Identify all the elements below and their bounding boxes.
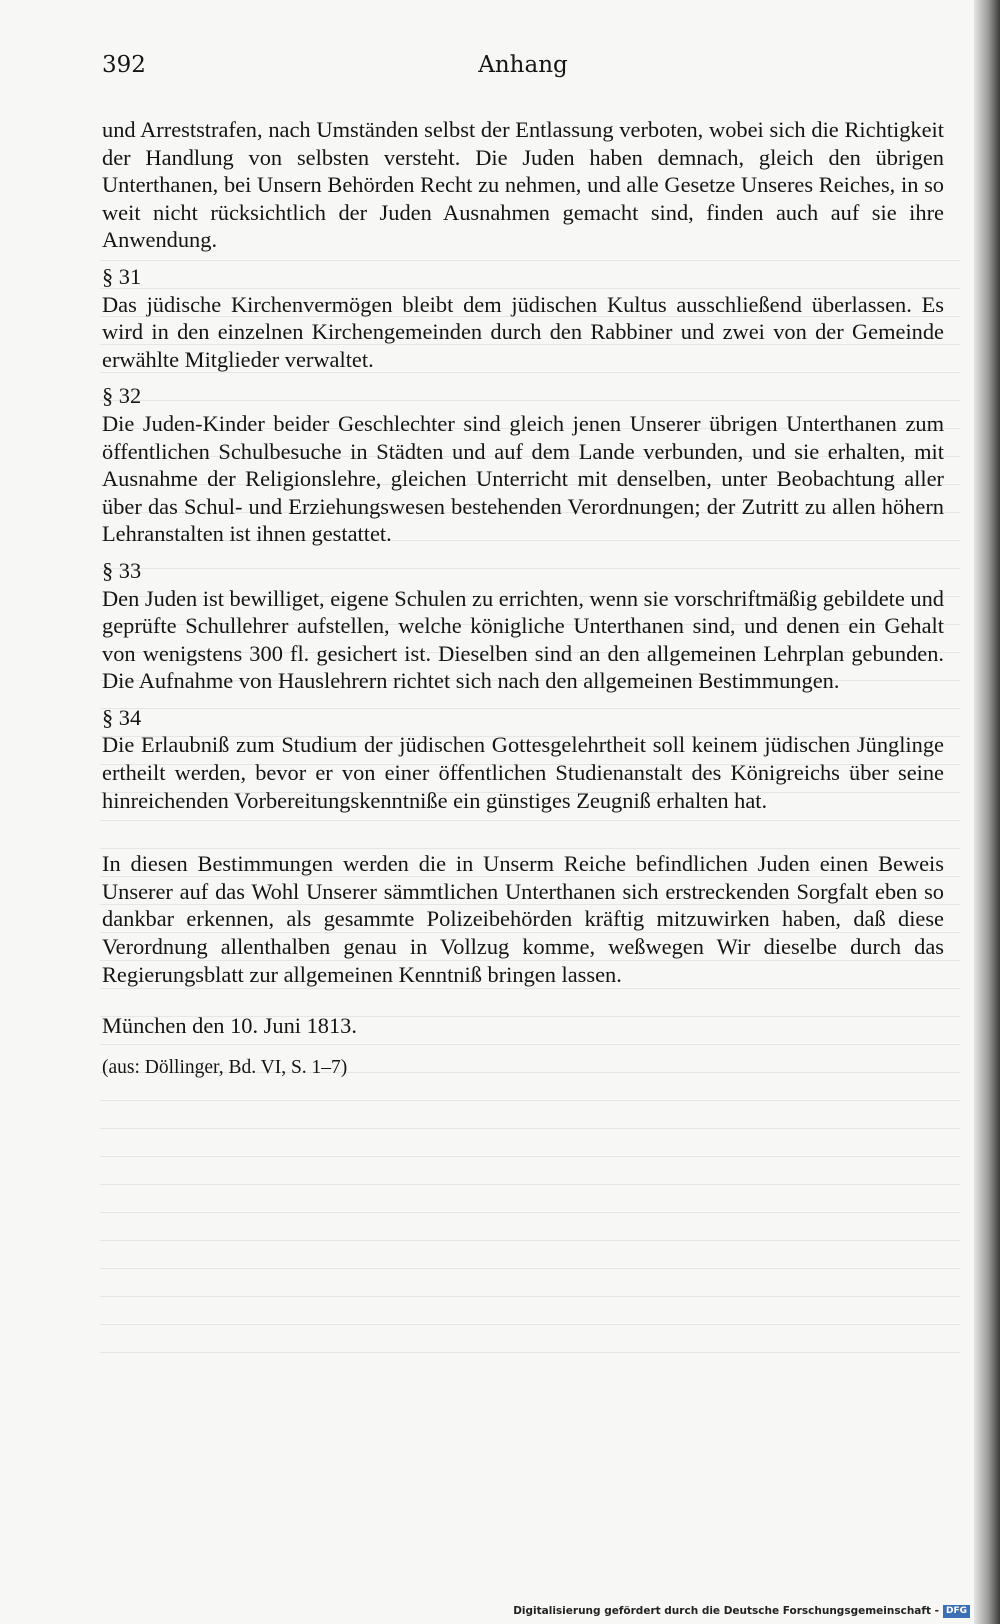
page-edge-shadow <box>974 0 1000 1624</box>
source-citation: (aus: Döllinger, Bd. VI, S. 1–7) <box>102 1056 348 1078</box>
section-text: Das jüdische Kirchenvermögen bleibt dem jüdischen Kultus ausschließend überlassen. Es wird in den einzelnen Kirchengemeinden durch den Rabbiner und zwei von der Gemeinde erwählte Mitglieder verwaltet. <box>102 291 944 372</box>
digitization-credit <box>513 1602 970 1620</box>
section-text: Den Juden ist bewilliget, eigene Schulen zu errichten, wenn sie vorschriftmäßig gebildete und geprüfte Schullehrer aufstellen, welche königliche Unterthanen sind, und denen ein Gehalt von wenigstens 300 fl. gesichert ist. Dieselben sind an den allgemeinen Lehrplan gebunden. Die Aufnahme von Hauslehrern richtet sich nach den allgemeinen Bestimmungen. <box>102 585 944 694</box>
section-31 <box>102 263 944 373</box>
section-mark: § 31 <box>102 263 142 289</box>
page-body <box>102 116 944 1080</box>
section-mark: § 33 <box>102 557 142 583</box>
section-text: Die Erlaubniß zum Studium der jüdischen Gottesgelehrtheit soll keinem jüdischen Jünglinge ertheilt werden, bevor er von einer öffentlichen Studienanstalt des Königreichs über seine hinreichenden Vorbereitungskenntniße ein günstiges Zeugniß erhalten hat. <box>102 732 944 813</box>
closing-paragraph: In diesen Bestimmungen werden die in Unserm Reiche befindlichen Juden einen Beweis Unserer auf das Wohl Unserer sämmtlichen Unterthanen sich erstreckenden Sorgfalt eben so dankbar erkennen, als gesammte Polizeibehörden kräftig mitzuwirken haben, daß diese Verordnung allenthalben genau in Vollzug komme, weßwegen Wir dieselbe durch das Regierungsblatt zur allgemeinen Kenntniß bringen lassen. <box>102 851 944 987</box>
section-33 <box>102 557 944 695</box>
continuation-paragraph: und Arreststrafen, nach Umständen selbst der Entlassung verboten, wobei sich die Richtigkeit der Handlung von selbsten versteht. Die Juden haben demnach, gleich den übrigen Unterthanen, bei Unsern Behörden Recht zu nehmen, und alle Gesetze Unseres Reiches, in so weit nicht rücksichtlich der Juden Ausnahmen gemacht sind, finden auch auf sie ihre Anwendung. <box>102 117 944 253</box>
credit-text: Digitalisierung gefördert durch die Deutsche Forschungsgemeinschaft - <box>513 1605 939 1617</box>
page-header <box>102 52 944 92</box>
section-mark: § 32 <box>102 383 142 409</box>
page-number: 392 <box>102 52 146 78</box>
running-head: Anhang <box>478 52 568 78</box>
section-34 <box>102 704 944 814</box>
section-mark: § 34 <box>102 704 142 730</box>
section-32 <box>102 382 944 548</box>
dfg-logo: DFG <box>943 1605 970 1618</box>
dateline: München den 10. Juni 1813. <box>102 1013 357 1039</box>
section-text: Die Juden-Kinder beider Geschlechter sind gleich jenen Unserer übrigen Unterthanen zum öffentlichen Schulbesuche in Städten und auf dem Lande verbunden, und sie erhalten, mit Ausnahme der Religionslehre, gleichen Unterricht mit denselben, unter Beobachtung aller über das Schul- und Erziehungswesen bestehenden Verordnungen; der Zutritt zu allen höhern Lehranstalten ist ihnen gestattet. <box>102 410 944 547</box>
